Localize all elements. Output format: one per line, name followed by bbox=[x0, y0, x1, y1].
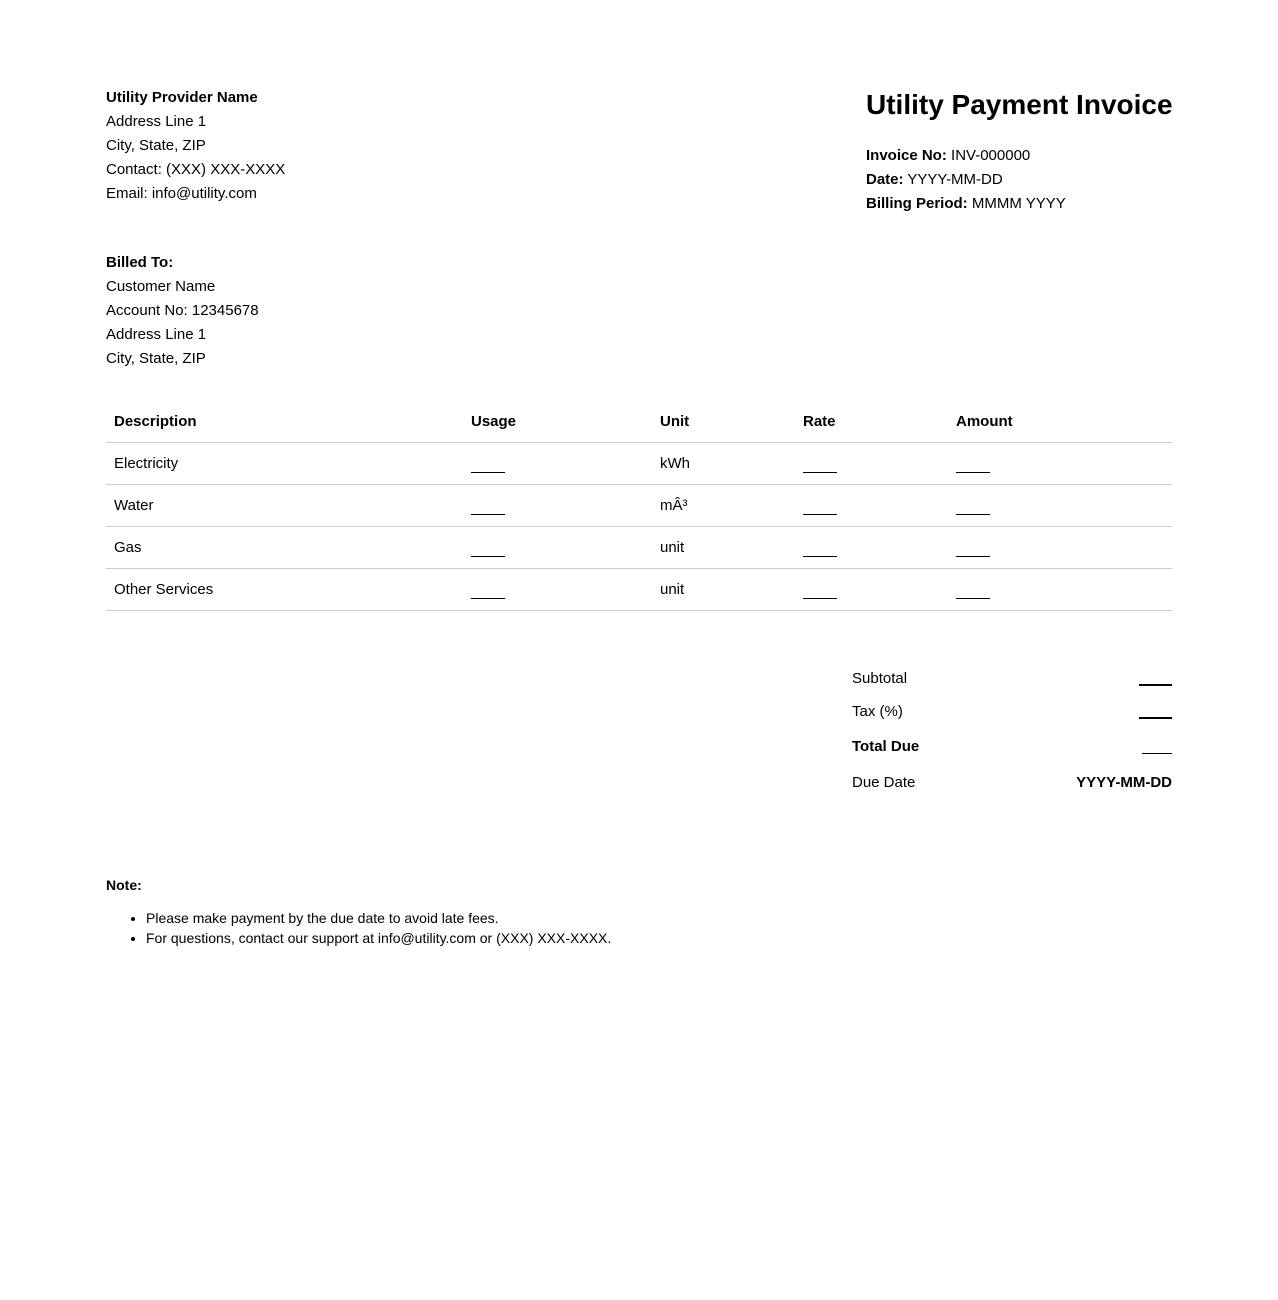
customer-name: Customer Name bbox=[106, 278, 216, 295]
total-due-row bbox=[852, 728, 1172, 764]
tax-row bbox=[852, 694, 1172, 728]
due-date-value: YYYY-MM-DD bbox=[1076, 773, 1172, 791]
billing-period-label: Billing Period: bbox=[866, 195, 968, 212]
provider-email: Email: info@utility.com bbox=[106, 185, 257, 202]
usage-blank bbox=[471, 544, 505, 557]
total-due-label: Total Due bbox=[852, 737, 920, 755]
row-description: Other Services bbox=[106, 569, 463, 611]
usage-blank bbox=[471, 586, 505, 599]
row-amount bbox=[948, 527, 1172, 569]
column-header-unit: Unit bbox=[652, 400, 795, 443]
column-header-amount: Amount bbox=[948, 400, 1172, 443]
note-section bbox=[106, 876, 611, 948]
invoice-number-value: INV-000000 bbox=[951, 147, 1031, 164]
row-usage bbox=[463, 569, 652, 611]
subtotal-blank bbox=[1139, 670, 1172, 686]
usage-blank bbox=[471, 460, 505, 473]
provider-contact: Contact: (XXX) XXX-XXXX bbox=[106, 161, 286, 178]
column-header-rate: Rate bbox=[795, 400, 948, 443]
amount-blank bbox=[956, 544, 990, 557]
provider-city-state-zip: City, State, ZIP bbox=[106, 137, 206, 154]
due-date-row bbox=[852, 764, 1172, 800]
invoice-date-value: YYYY-MM-DD bbox=[907, 171, 1003, 188]
table-row bbox=[106, 527, 1172, 569]
row-unit: mÂ³ bbox=[652, 485, 795, 527]
invoice-header bbox=[866, 86, 1172, 216]
row-rate bbox=[795, 527, 948, 569]
amount-blank bbox=[956, 460, 990, 473]
billed-to-label: Billed To: bbox=[106, 254, 174, 271]
totals-summary bbox=[852, 662, 1172, 800]
row-usage bbox=[463, 485, 652, 527]
invoice-number bbox=[866, 144, 1172, 168]
total-due-blank bbox=[1142, 739, 1172, 754]
table-header-row bbox=[106, 400, 1172, 443]
tax-blank bbox=[1139, 703, 1172, 719]
items-table bbox=[106, 400, 1172, 611]
note-item: • For questions, contact our support at info@utility.com or (XXX) XXX-XXXX. bbox=[146, 928, 611, 948]
note-label: Note: bbox=[106, 877, 142, 893]
invoice-title: Utility Payment Invoice bbox=[866, 89, 1173, 120]
provider-name: Utility Provider Name bbox=[106, 89, 258, 106]
row-usage bbox=[463, 443, 652, 485]
rate-blank bbox=[803, 502, 837, 515]
row-unit: kWh bbox=[652, 443, 795, 485]
provider-address: Address Line 1 bbox=[106, 113, 207, 130]
table-row bbox=[106, 485, 1172, 527]
table-row bbox=[106, 569, 1172, 611]
column-header-usage: Usage bbox=[463, 400, 652, 443]
rate-blank bbox=[803, 460, 837, 473]
row-description: Gas bbox=[106, 527, 463, 569]
billing-period bbox=[866, 192, 1172, 216]
note-list bbox=[106, 908, 611, 948]
row-unit: unit bbox=[652, 527, 795, 569]
amount-blank bbox=[956, 502, 990, 515]
invoice-date-label: Date: bbox=[866, 171, 904, 188]
provider-info bbox=[106, 86, 285, 206]
usage-blank bbox=[471, 502, 505, 515]
note-item: • Please make payment by the due date to avoid late fees. bbox=[146, 908, 611, 928]
row-unit: unit bbox=[652, 569, 795, 611]
row-amount bbox=[948, 569, 1172, 611]
row-description: Electricity bbox=[106, 443, 463, 485]
customer-address: Address Line 1 bbox=[106, 326, 207, 343]
account-number: Account No: 12345678 bbox=[106, 302, 259, 319]
row-description: Water bbox=[106, 485, 463, 527]
row-amount bbox=[948, 443, 1172, 485]
row-rate bbox=[795, 485, 948, 527]
invoice-number-label: Invoice No: bbox=[866, 147, 947, 164]
billed-to bbox=[106, 251, 259, 371]
row-rate bbox=[795, 569, 948, 611]
tax-label: Tax (%) bbox=[852, 702, 903, 720]
column-header-description: Description bbox=[106, 400, 463, 443]
rate-blank bbox=[803, 586, 837, 599]
row-usage bbox=[463, 527, 652, 569]
subtotal-row bbox=[852, 662, 1172, 694]
billing-period-value: MMMM YYYY bbox=[971, 195, 1066, 212]
subtotal-label: Subtotal bbox=[852, 669, 908, 687]
row-rate bbox=[795, 443, 948, 485]
amount-blank bbox=[956, 586, 990, 599]
customer-city-state-zip: City, State, ZIP bbox=[106, 350, 206, 367]
row-amount bbox=[948, 485, 1172, 527]
due-date-label: Due Date bbox=[852, 773, 916, 791]
table-row bbox=[106, 443, 1172, 485]
rate-blank bbox=[803, 544, 837, 557]
invoice-date bbox=[866, 168, 1172, 192]
